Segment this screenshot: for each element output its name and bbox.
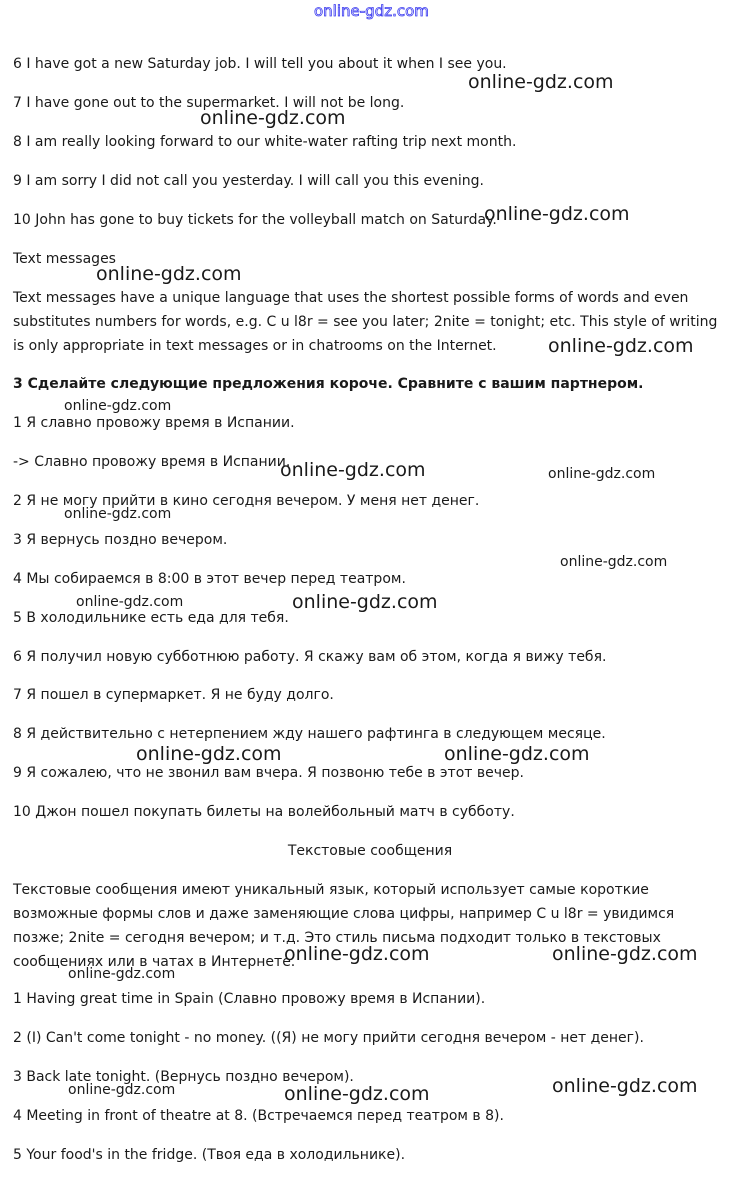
text-messages-heading: Text messages [13, 251, 116, 267]
watermark: online-gdz.com [560, 554, 668, 570]
english-sentence-7: 7 I have gone out to the supermarket. I will not be long. [13, 95, 405, 111]
task-item: 7 Я пошел в супермаркет. Я не буду долго. [13, 687, 334, 703]
watermark: online-gdz.com [292, 591, 438, 613]
task-item: 1 Я славно провожу время в Испании. [13, 415, 295, 431]
task-item: 3 Я вернусь поздно вечером. [13, 532, 228, 548]
ru-text-messages-body: Текстовые сообщения имеют уникальный язык, который использует самые короткие возможные формы слов и даже заменяющие слова цифры, например C u l8r = увидимся позже; 2nite = сегодня вечером; и т.д. Это стиль письма подходит только в текстовых сообщениях или в чатах в Интернете. [13, 882, 675, 970]
task-item: 2 Я не могу прийти в кино сегодня вечером. У меня нет денег. [13, 493, 480, 509]
answer-item: 5 Your food's in the fridge. (Твоя еда в холодильнике). [13, 1147, 406, 1163]
answer-item: 4 Meeting in front of theatre at 8. (Встречаемся перед театром в 8). [13, 1108, 504, 1124]
task-item: 10 Джон пошел покупать билеты на волейбольный матч в субботу. [13, 804, 515, 820]
watermark: online-gdz.com [64, 506, 172, 522]
watermark: online-gdz.com [76, 594, 184, 610]
watermark: online-gdz.com [284, 1083, 430, 1105]
task-item: 9 Я сожалею, что не звонил вам вчера. Я позвоню тебе в этот вечер. [13, 765, 524, 781]
watermark: online-gdz.com [444, 743, 590, 765]
answer-item: 1 Having great time in Spain (Славно провожу время в Испании). [13, 991, 486, 1007]
task-item: 5 В холодильнике есть еда для тебя. [13, 610, 289, 626]
watermark: online-gdz.com [284, 943, 430, 965]
watermark: online-gdz.com [200, 107, 346, 129]
answer-item: 2 (I) Can't come tonight - no money. ((Я) не могу прийти сегодня вечером - нет денег). [13, 1030, 644, 1046]
english-sentence-6: 6 I have got a new Saturday job. I will tell you about it when I see you. [13, 56, 507, 72]
task-example: -> Славно провожу время в Испании. [13, 454, 291, 470]
task-title: 3 Сделайте следующие предложения короче. Сравните с вашим партнером. [13, 376, 644, 392]
task-item: 4 Мы собираемся в 8:00 в этот вечер перед театром. [13, 571, 406, 587]
watermark: online-gdz.com [484, 203, 630, 225]
text-messages-body: Text messages have a unique language that uses the shortest possible forms of words and even substitutes numbers for words, e.g. C u l8r = see you later; 2nite = tonight; etc. This style of writing is only appropriate in text messages or in chatrooms on the Internet. [13, 290, 718, 354]
watermark: online-gdz.com [96, 263, 242, 285]
watermark: online-gdz.com [552, 943, 698, 965]
task-item: 6 Я получил новую субботнюю работу. Я скажу вам об этом, когда я вижу тебя. [13, 649, 607, 665]
watermark: online-gdz.com [548, 466, 656, 482]
header-watermark: online-gdz.com [314, 2, 429, 20]
watermark: online-gdz.com [468, 71, 614, 93]
ru-text-messages-heading: Текстовые сообщения [287, 843, 453, 859]
watermark: online-gdz.com [280, 459, 426, 481]
watermark: online-gdz.com [548, 335, 694, 357]
task-item: 8 Я действительно с нетерпением жду нашего рафтинга в следующем месяце. [13, 726, 606, 742]
watermark: online-gdz.com [136, 743, 282, 765]
english-sentence-8: 8 I am really looking forward to our white-water rafting trip next month. [13, 134, 517, 150]
watermark: online-gdz.com [552, 1075, 698, 1097]
watermark: online-gdz.com [68, 966, 176, 982]
english-sentence-9: 9 I am sorry I did not call you yesterday. I will call you this evening. [13, 173, 484, 189]
watermark: online-gdz.com [64, 398, 172, 414]
watermark: online-gdz.com [68, 1082, 176, 1098]
answer-item: 3 Back late tonight. (Вернусь поздно вечером). [13, 1069, 354, 1085]
english-sentence-10: 10 John has gone to buy tickets for the volleyball match on Saturday. [13, 212, 497, 228]
